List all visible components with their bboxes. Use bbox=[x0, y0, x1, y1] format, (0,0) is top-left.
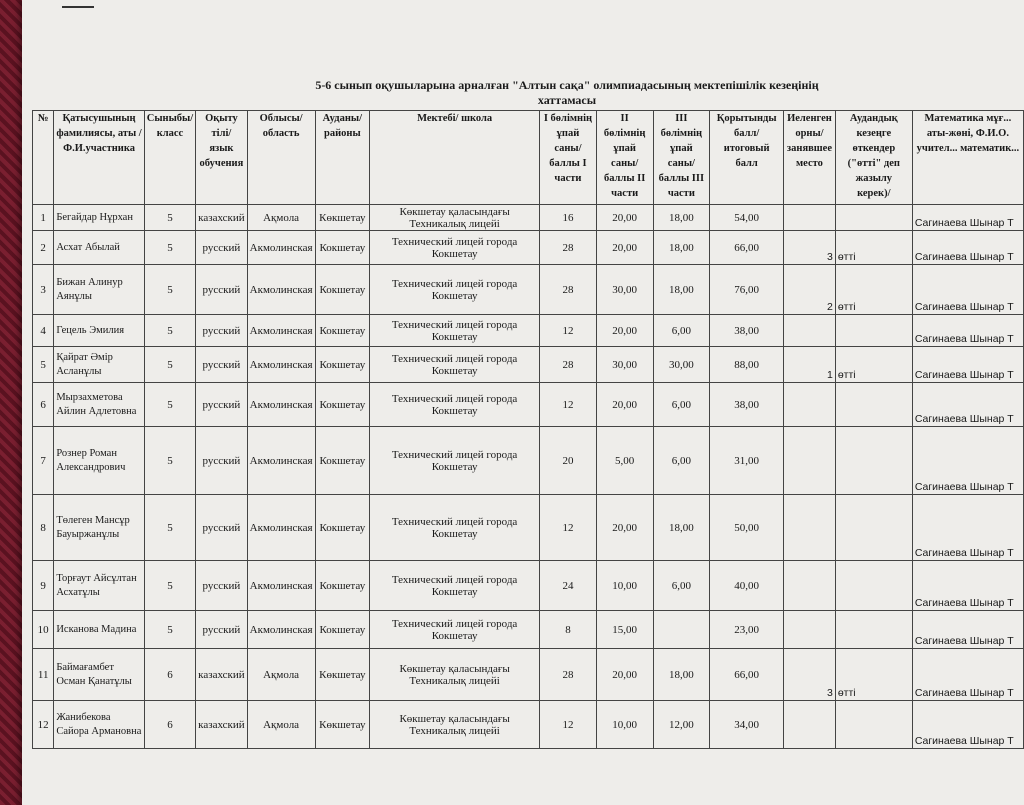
place-cell bbox=[784, 427, 836, 495]
row-number: 1 bbox=[33, 205, 54, 231]
table-row bbox=[33, 701, 1024, 749]
participant-name: Асхат Абылай bbox=[54, 231, 144, 265]
table-row bbox=[33, 205, 1024, 231]
region-cell: Акмолинская bbox=[247, 383, 315, 427]
part1-score: 28 bbox=[540, 265, 597, 315]
row-number: 10 bbox=[33, 611, 54, 649]
header-part2: II бөлімнің ұпай саны/ баллы II части bbox=[596, 111, 653, 205]
header-place: Иеленген орны/ занявшее место bbox=[784, 111, 836, 205]
school-cell: Көкшетау қаласындағы Техникалық лицейі bbox=[370, 649, 540, 701]
table-body bbox=[33, 205, 1024, 749]
part2-score: 20,00 bbox=[596, 315, 653, 347]
language-cell: русский bbox=[196, 495, 247, 561]
language-cell: казахский bbox=[196, 701, 247, 749]
protocol-table bbox=[32, 110, 1024, 749]
passed-cell bbox=[835, 611, 912, 649]
place-value: 2 bbox=[827, 301, 833, 313]
participant-name: Исканова Мадина bbox=[54, 611, 144, 649]
participant-name: Гецель Эмилия bbox=[54, 315, 144, 347]
total-score: 88,00 bbox=[710, 347, 784, 383]
grade-cell: 5 bbox=[144, 315, 195, 347]
participant-name: Баймағамбет Осман Қанатұлы bbox=[54, 649, 144, 701]
table-row bbox=[33, 383, 1024, 427]
teacher-name: Сагинаева Шынар Т bbox=[912, 265, 1023, 315]
region-cell: Акмолинская bbox=[247, 265, 315, 315]
district-cell: Көкшетау bbox=[315, 649, 370, 701]
district-cell: Кокшетау bbox=[315, 231, 370, 265]
header-total: Қорытынды балл/ итоговый балл bbox=[710, 111, 784, 205]
part1-score: 12 bbox=[540, 701, 597, 749]
header-part1: I бөлімнің ұпай саны/ баллы I части bbox=[540, 111, 597, 205]
school-cell: Технический лицей города Кокшетау bbox=[370, 231, 540, 265]
part1-score: 20 bbox=[540, 427, 597, 495]
part2-score: 20,00 bbox=[596, 383, 653, 427]
district-cell: Кокшетау bbox=[315, 265, 370, 315]
language-cell: русский bbox=[196, 561, 247, 611]
header-no: № bbox=[33, 111, 54, 205]
passed-cell bbox=[835, 701, 912, 749]
part1-score: 28 bbox=[540, 649, 597, 701]
region-cell: Акмолинская bbox=[247, 561, 315, 611]
row-number: 4 bbox=[33, 315, 54, 347]
school-cell: Технический лицей города Кокшетау bbox=[370, 265, 540, 315]
school-cell: Технический лицей города Кокшетау bbox=[370, 315, 540, 347]
total-score: 38,00 bbox=[710, 383, 784, 427]
row-number: 3 bbox=[33, 265, 54, 315]
part2-score: 20,00 bbox=[596, 495, 653, 561]
participant-name: Бижан Алинур Аянұлы bbox=[54, 265, 144, 315]
row-number: 2 bbox=[33, 231, 54, 265]
part1-score: 12 bbox=[540, 495, 597, 561]
table-row bbox=[33, 347, 1024, 383]
row-number: 9 bbox=[33, 561, 54, 611]
table-row bbox=[33, 561, 1024, 611]
teacher-name: Сагинаева Шынар Т bbox=[912, 561, 1023, 611]
participant-name: Рознер Роман Александрович bbox=[54, 427, 144, 495]
place-cell bbox=[784, 701, 836, 749]
language-cell: русский bbox=[196, 611, 247, 649]
district-cell: Кокшетау bbox=[315, 495, 370, 561]
passed-cell: өтті bbox=[835, 649, 912, 701]
title-line-1: 5-6 сынып оқушыларына арналған "Алтын сақа" олимпиадасының мектепішілік кезеңінің bbox=[315, 78, 819, 92]
row-number: 6 bbox=[33, 383, 54, 427]
part2-score: 20,00 bbox=[596, 231, 653, 265]
place-cell bbox=[784, 611, 836, 649]
teacher-name: Сагинаева Шынар Т bbox=[912, 611, 1023, 649]
total-score: 23,00 bbox=[710, 611, 784, 649]
document-title bbox=[22, 78, 1024, 108]
header-school: Мектебі/ школа bbox=[370, 111, 540, 205]
place-value: 3 bbox=[827, 251, 833, 263]
district-cell: Кокшетау bbox=[315, 383, 370, 427]
grade-cell: 5 bbox=[144, 495, 195, 561]
part3-score: 18,00 bbox=[653, 231, 710, 265]
region-cell: Акмолинская bbox=[247, 347, 315, 383]
passed-cell bbox=[835, 315, 912, 347]
district-cell: Кокшетау bbox=[315, 561, 370, 611]
part2-score: 30,00 bbox=[596, 265, 653, 315]
total-score: 76,00 bbox=[710, 265, 784, 315]
title-line-2: хаттамасы bbox=[537, 93, 597, 107]
school-cell: Технический лицей города Кокшетау bbox=[370, 561, 540, 611]
region-cell: Акмолинская bbox=[247, 231, 315, 265]
place-cell bbox=[784, 231, 836, 265]
place-cell bbox=[784, 265, 836, 315]
header-row bbox=[33, 111, 1024, 205]
region-cell: Акмолинская bbox=[247, 427, 315, 495]
grade-cell: 5 bbox=[144, 561, 195, 611]
participant-name: Торғаут Айсұлтан Асхатұлы bbox=[54, 561, 144, 611]
row-number: 11 bbox=[33, 649, 54, 701]
region-cell: Ақмола bbox=[247, 649, 315, 701]
language-cell: русский bbox=[196, 347, 247, 383]
place-cell bbox=[784, 495, 836, 561]
part2-score: 10,00 bbox=[596, 701, 653, 749]
part3-score: 6,00 bbox=[653, 383, 710, 427]
teacher-name: Сагинаева Шынар Т bbox=[912, 649, 1023, 701]
part2-score: 5,00 bbox=[596, 427, 653, 495]
part3-score bbox=[653, 611, 710, 649]
part3-score: 6,00 bbox=[653, 427, 710, 495]
grade-cell: 6 bbox=[144, 649, 195, 701]
part2-score: 10,00 bbox=[596, 561, 653, 611]
part3-score: 18,00 bbox=[653, 495, 710, 561]
part3-score: 18,00 bbox=[653, 205, 710, 231]
grade-cell: 5 bbox=[144, 231, 195, 265]
part3-score: 18,00 bbox=[653, 265, 710, 315]
passed-cell: өтті bbox=[835, 231, 912, 265]
part1-score: 12 bbox=[540, 315, 597, 347]
place-cell bbox=[784, 347, 836, 383]
row-number: 8 bbox=[33, 495, 54, 561]
table-row bbox=[33, 611, 1024, 649]
part3-score: 6,00 bbox=[653, 315, 710, 347]
place-cell bbox=[784, 383, 836, 427]
passed-cell bbox=[835, 495, 912, 561]
part2-score: 15,00 bbox=[596, 611, 653, 649]
total-score: 54,00 bbox=[710, 205, 784, 231]
grade-cell: 5 bbox=[144, 205, 195, 231]
part1-score: 28 bbox=[540, 231, 597, 265]
grade-cell: 5 bbox=[144, 611, 195, 649]
header-part3: III бөлімнің ұпай саны/ баллы III части bbox=[653, 111, 710, 205]
header-passed: Аудандық кезеңге өткендер ("өтті" деп жазылу керек)/ bbox=[835, 111, 912, 205]
teacher-name: Сагинаева Шынар Т bbox=[912, 495, 1023, 561]
teacher-name: Сагинаева Шынар Т bbox=[912, 701, 1023, 749]
school-cell: Технический лицей города Кокшетау bbox=[370, 427, 540, 495]
school-cell: Технический лицей города Кокшетау bbox=[370, 611, 540, 649]
place-cell bbox=[784, 649, 836, 701]
participant-name: Бегайдар Нұрхан bbox=[54, 205, 144, 231]
school-cell: Технический лицей города Кокшетау bbox=[370, 383, 540, 427]
header-language: Оқыту тілі/ язык обучения bbox=[196, 111, 247, 205]
district-cell: Кокшетау bbox=[315, 427, 370, 495]
table-row bbox=[33, 427, 1024, 495]
passed-cell: өтті bbox=[835, 347, 912, 383]
grade-cell: 5 bbox=[144, 427, 195, 495]
grade-cell: 5 bbox=[144, 383, 195, 427]
part3-score: 18,00 bbox=[653, 649, 710, 701]
participant-name: Қайрат Әмір Асланұлы bbox=[54, 347, 144, 383]
part2-score: 20,00 bbox=[596, 649, 653, 701]
total-score: 31,00 bbox=[710, 427, 784, 495]
language-cell: русский bbox=[196, 265, 247, 315]
table-row bbox=[33, 495, 1024, 561]
total-score: 38,00 bbox=[710, 315, 784, 347]
table-row bbox=[33, 231, 1024, 265]
table-row bbox=[33, 649, 1024, 701]
part3-score: 6,00 bbox=[653, 561, 710, 611]
header-participant: Қатысушының фамилиясы, аты /Ф.И.участника bbox=[54, 111, 144, 205]
total-score: 66,00 bbox=[710, 649, 784, 701]
row-number: 5 bbox=[33, 347, 54, 383]
grade-cell: 5 bbox=[144, 265, 195, 315]
district-cell: Кокшетау bbox=[315, 611, 370, 649]
district-cell: Кокшетау bbox=[315, 347, 370, 383]
district-cell: Кокшетау bbox=[315, 315, 370, 347]
total-score: 66,00 bbox=[710, 231, 784, 265]
passed-cell: өтті bbox=[835, 265, 912, 315]
top-rule bbox=[62, 6, 94, 8]
part2-score: 20,00 bbox=[596, 205, 653, 231]
part1-score: 28 bbox=[540, 347, 597, 383]
participant-name: Жанибекова Сайора Армановна bbox=[54, 701, 144, 749]
participant-name: Төлеген Мансұр Бауыржанұлы bbox=[54, 495, 144, 561]
region-cell: Акмолинская bbox=[247, 495, 315, 561]
place-cell bbox=[784, 205, 836, 231]
grade-cell: 5 bbox=[144, 347, 195, 383]
row-number: 12 bbox=[33, 701, 54, 749]
place-value: 1 bbox=[827, 369, 833, 381]
passed-cell bbox=[835, 427, 912, 495]
teacher-name: Сагинаева Шынар Т bbox=[912, 205, 1023, 231]
region-cell: Ақмола bbox=[247, 701, 315, 749]
language-cell: казахский bbox=[196, 205, 247, 231]
row-number: 7 bbox=[33, 427, 54, 495]
part1-score: 8 bbox=[540, 611, 597, 649]
teacher-name: Сагинаева Шынар Т bbox=[912, 231, 1023, 265]
school-cell: Технический лицей города Кокшетау bbox=[370, 347, 540, 383]
part3-score: 12,00 bbox=[653, 701, 710, 749]
school-cell: Көкшетау қаласындағы Техникалық лицейі bbox=[370, 701, 540, 749]
district-cell: Көкшетау bbox=[315, 701, 370, 749]
table-row bbox=[33, 315, 1024, 347]
document-page bbox=[22, 0, 1024, 805]
part3-score: 30,00 bbox=[653, 347, 710, 383]
teacher-name: Сагинаева Шынар Т bbox=[912, 315, 1023, 347]
language-cell: русский bbox=[196, 383, 247, 427]
grade-cell: 6 bbox=[144, 701, 195, 749]
region-cell: Акмолинская bbox=[247, 611, 315, 649]
passed-cell bbox=[835, 383, 912, 427]
total-score: 50,00 bbox=[710, 495, 784, 561]
total-score: 40,00 bbox=[710, 561, 784, 611]
language-cell: русский bbox=[196, 427, 247, 495]
header-region: Облысы/ область bbox=[247, 111, 315, 205]
part1-score: 12 bbox=[540, 383, 597, 427]
place-value: 3 bbox=[827, 687, 833, 699]
school-cell: Технический лицей города Кокшетау bbox=[370, 495, 540, 561]
table-row bbox=[33, 265, 1024, 315]
header-teacher: Математика мұғ... аты-жөні, Ф.И.О. учител... математик... bbox=[912, 111, 1023, 205]
teacher-name: Сагинаева Шынар Т bbox=[912, 383, 1023, 427]
part1-score: 16 bbox=[540, 205, 597, 231]
header-grade: Сыныбы/класс bbox=[144, 111, 195, 205]
language-cell: казахский bbox=[196, 649, 247, 701]
place-cell bbox=[784, 315, 836, 347]
language-cell: русский bbox=[196, 315, 247, 347]
language-cell: русский bbox=[196, 231, 247, 265]
school-cell: Көкшетау қаласындағы Техникалық лицейі bbox=[370, 205, 540, 231]
region-cell: Ақмола bbox=[247, 205, 315, 231]
district-cell: Көкшетау bbox=[315, 205, 370, 231]
part2-score: 30,00 bbox=[596, 347, 653, 383]
teacher-name: Сагинаева Шынар Т bbox=[912, 427, 1023, 495]
teacher-name: Сагинаева Шынар Т bbox=[912, 347, 1023, 383]
participant-name: Мырзахметова Айлин Адлетовна bbox=[54, 383, 144, 427]
part1-score: 24 bbox=[540, 561, 597, 611]
place-cell bbox=[784, 561, 836, 611]
header-district: Ауданы/ районы bbox=[315, 111, 370, 205]
passed-cell bbox=[835, 561, 912, 611]
passed-cell bbox=[835, 205, 912, 231]
total-score: 34,00 bbox=[710, 701, 784, 749]
region-cell: Акмолинская bbox=[247, 315, 315, 347]
